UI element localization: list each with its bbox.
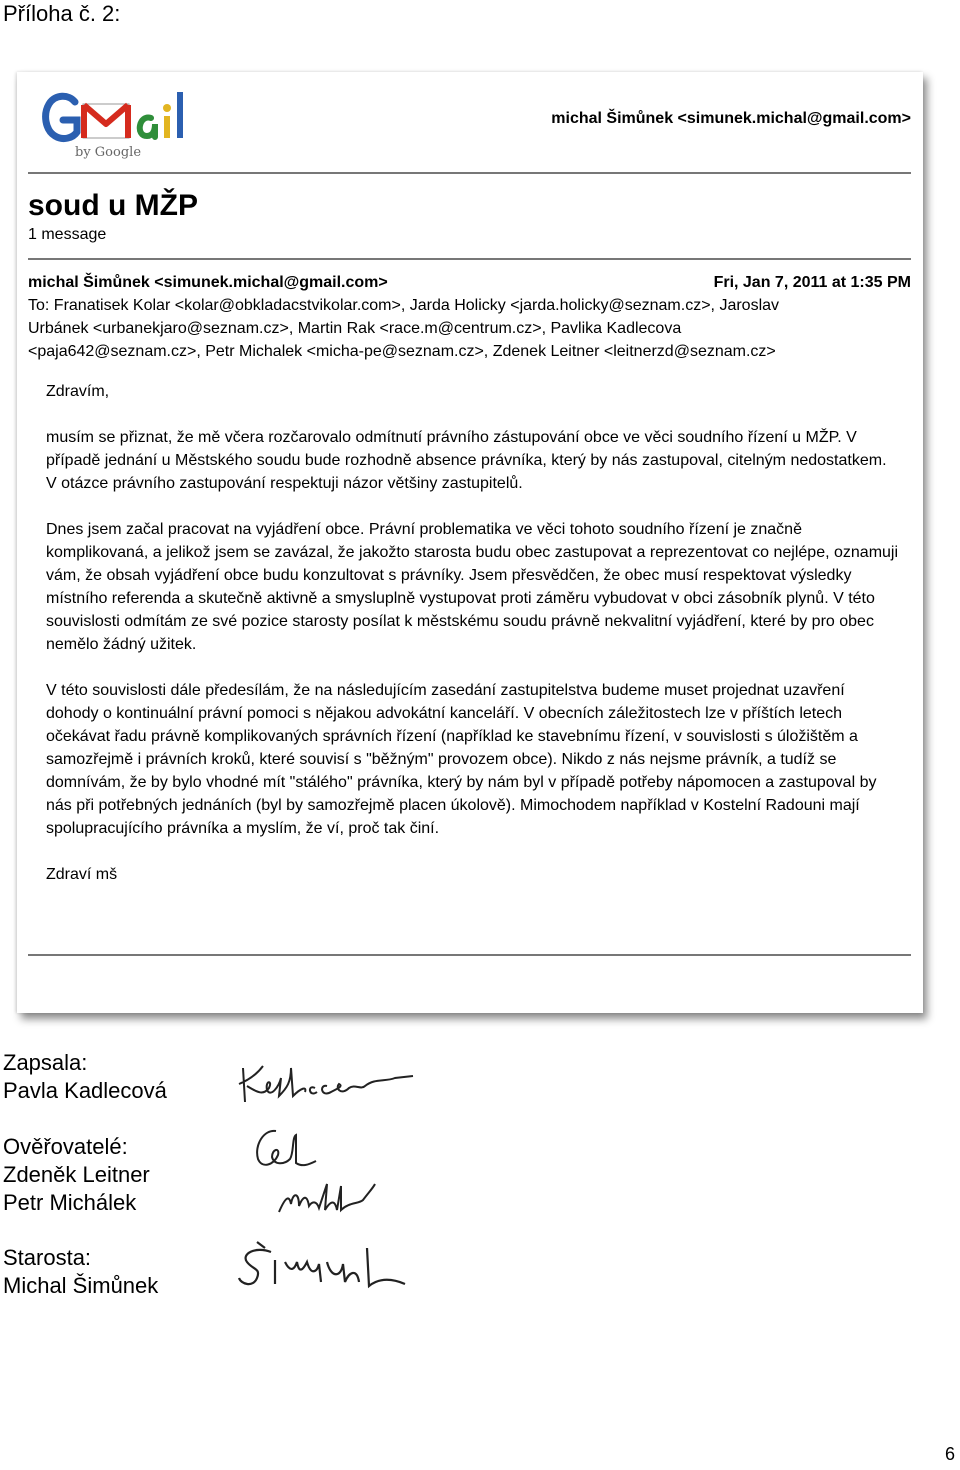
signature-kadlecova <box>235 1058 430 1110</box>
recorder-block <box>3 1049 167 1105</box>
signature-simunek <box>235 1238 410 1296</box>
verifier-name: Zdeněk Leitner <box>3 1162 150 1187</box>
recipients-line: <paja642@seznam.cz>, Petr Michalek <micha-pe@seznam.cz>, Zdenek Leitner <leitnerzd@seznam.cz> <box>28 343 776 360</box>
gmail-logo <box>39 80 224 165</box>
message-header <box>28 271 911 363</box>
sent-date: Fri, Jan 7, 2011 at 1:35 PM <box>713 274 911 291</box>
verifier-name: Petr Michálek <box>3 1190 137 1215</box>
account-email: michal Šimůnek <simunek.michal@gmail.com> <box>551 110 911 127</box>
verifiers-label: Ověřovatelé: <box>3 1134 128 1159</box>
printed-email <box>17 72 923 1013</box>
appendix-title: Příloha č. 2: <box>3 1 121 26</box>
signature-leitner <box>250 1125 320 1175</box>
mayor-name: Michal Šimůnek <box>3 1273 159 1298</box>
closing: Zdraví mš <box>46 866 118 883</box>
mayor-label: Starosta: <box>3 1245 92 1270</box>
gmail-byline: by Google <box>75 145 142 160</box>
message-body <box>46 380 899 909</box>
thread-divider <box>28 258 911 260</box>
recipients-line: To: Franatisek Kolar <kolar@obkladacstvikolar.com>, Jarda Holicky <jarda.holicky@seznam.cz>, Jaroslav <box>28 297 780 314</box>
sender: michal Šimůnek <simunek.michal@gmail.com> <box>28 274 388 291</box>
verifiers-block <box>3 1133 150 1217</box>
recorder-name: Pavla Kadlecová <box>3 1078 167 1103</box>
body-paragraph: musím se přiznat, že mě včera rozčarovalo odmítnutí právního zástupování obce ve věci soudního řízení u MŽP. V případě jednání u Městského soudu bude rozhodně absence právníka, který by nás zastupoval, citelným nedostatkem. V otázce právního zastupování respektuji názor většiny zastupitelů. <box>46 429 887 492</box>
greeting: Zdravím, <box>46 383 110 400</box>
message-count: 1 message <box>28 226 107 243</box>
email-subject: soud u MŽP <box>28 189 198 222</box>
recipients-line: Urbánek <urbanekjaro@seznam.cz>, Martin Rak <race.m@centrum.cz>, Pavlika Kadlecova <box>28 320 682 337</box>
page-number: 6 <box>944 1444 955 1464</box>
body-paragraph: V této souvislosti dále předesílám, že na následujícím zasedání zastupitelstva budeme muset projednat uzavření dohody o kontinuální právní pomoci s nějakou advokátní kanceláří. V obecních záležitostech lze v příštích letech očekávat řadu právně komplikovaných správních řízení (například ke stavebnímu řízení, v souvislosti s úložištěm a samozřejmě i právních kroků, které souvisí s "běžným" provozem obce). Nikdo z nás nejsme právník, a tudíž se domnívám, že by bylo vhodné mít "stálého" právníka, který by nám byl v případě potřeby nápomocen a zastupoval by nás při potřebných jednáních (byl by samozřejmě placen úkolově). Mimochodem například v Kostelní Radouni mají spolupracujícího právníka a myslím, že ví, proč tak činí. <box>46 682 877 837</box>
header-divider <box>28 172 911 174</box>
footer-divider <box>28 954 911 956</box>
mayor-block <box>3 1244 158 1300</box>
recorder-label: Zapsala: <box>3 1050 88 1075</box>
body-paragraph: Dnes jsem začal pracovat na vyjádření obce. Právní problematika ve věci tohoto soudního řízení je značně komplikovaná, a jelikož jsem se zavázal, že jakožto starosta budu obec zastupovat a reprezentovat co nejlépe, oznamuji vám, že obsah vyjádření obce budu konzultovat s právníky. Jsem přesvědčen, že obec musí respektovat výsledky místního referenda a skutečně aktivně a smysluplně vystupovat proti záměru vybudovat v obci zásobník plynů. V této souvislosti odmítám ze své pozice starosty posílat k městskému soudu právně nekvalitní vyjádření, které by pro obec nemělo žádný užitek. <box>46 521 899 653</box>
signature-michalek <box>275 1178 385 1220</box>
